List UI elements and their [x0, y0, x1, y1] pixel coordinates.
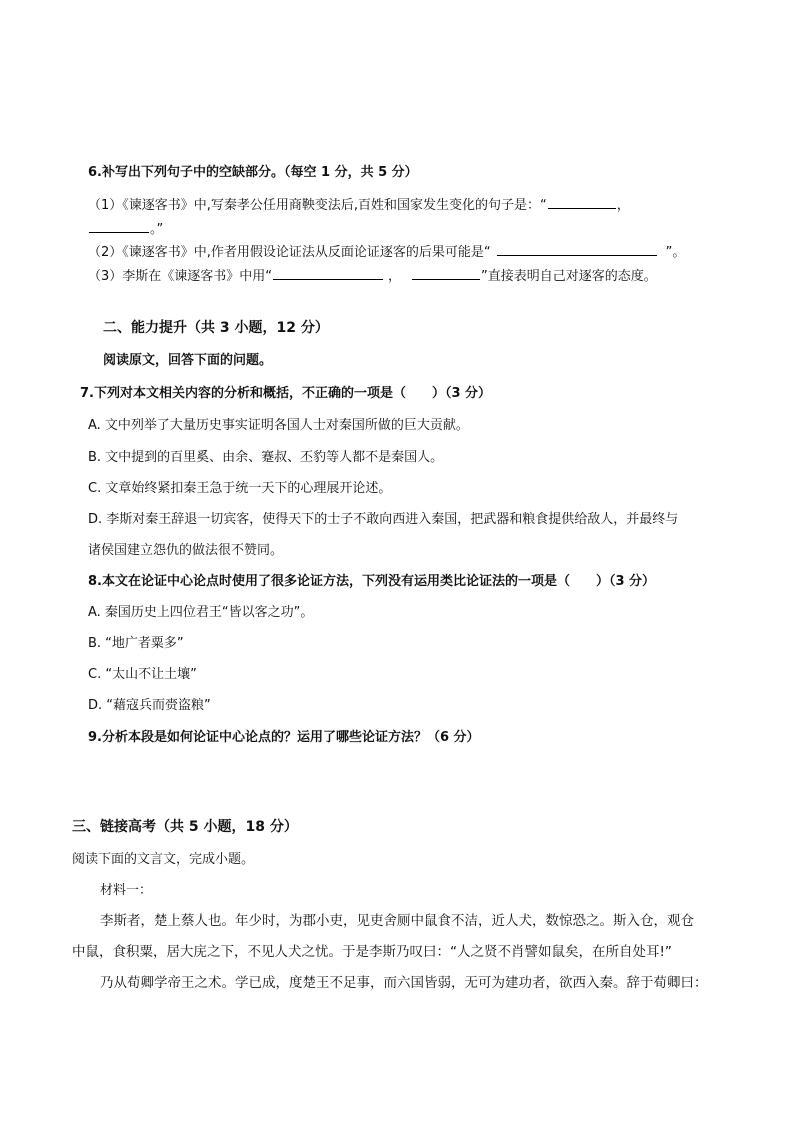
q8-option-c[interactable]: C. “太山不让土壤”	[88, 667, 197, 682]
q8-option-a[interactable]: A. 秦国历史上四位君王“皆以客之功”。	[88, 605, 314, 620]
q9-title: 9.分析本段是如何论证中心论点的？运用了哪些论证方法？（6 分）	[88, 730, 480, 745]
q6-blank-1[interactable]	[548, 194, 616, 209]
section2-heading: 二、能力提升（共 3 小题，12 分）	[103, 320, 329, 336]
q6-blank-5[interactable]	[412, 265, 480, 280]
q6-blank-2[interactable]	[89, 218, 149, 233]
q7-option-c[interactable]: C. 文章始终紧扣秦王急于统一天下的心理展开论述。	[88, 481, 392, 496]
q6-item3-sep: ，	[388, 269, 402, 284]
q6-item1-line1	[88, 194, 630, 215]
q7-option-d-line1[interactable]: D. 李斯对秦王辞退一切宾客，使得天下的士子不敢向西进入秦国，把武器和粮食提供给敌人，并最终与	[88, 512, 679, 527]
q6-item1-text: （1）《谏逐客书》中,写秦孝公任用商鞅变法后,百姓和国家发生变化的句子是：“	[88, 198, 547, 213]
para2-line1: 乃从荀卿学帝王之术。学已成，度楚王不足事，而六国皆弱，无可为建功者，欲西入秦。辞于荀卿曰：	[100, 975, 708, 991]
q7-option-a[interactable]: A. 文中列举了大量历史事实证明各国人士对秦国所做的巨大贡献。	[88, 418, 469, 433]
q6-item3-end: ”直接表明自己对逐客的态度。	[481, 269, 657, 284]
q8-option-b[interactable]: B. “地广者粟多”	[88, 636, 184, 651]
q6-title: 6.补写出下列句子中的空缺部分。（每空 1 分，共 5 分）	[88, 165, 418, 180]
q7-title: 7.下列对本文相关内容的分析和概括，不正确的一项是（ ）（3 分）	[80, 386, 492, 401]
q8-option-d[interactable]: D. “藉寇兵而赍盗粮”	[88, 698, 211, 713]
q6-item3-text: （3）李斯在《谏逐客书》中用“	[88, 269, 273, 284]
material-label: 材料一：	[100, 883, 153, 898]
section2-instruction: 阅读原文，回答下面的问题。	[103, 353, 273, 368]
q6-blank-3[interactable]	[497, 241, 657, 256]
q6-item3	[88, 265, 657, 286]
q7-option-b[interactable]: B. 文中提到的百里奚、由余、蹇叔、丕豹等人都不是秦国人。	[88, 450, 444, 465]
q6-item2-end: ”。	[665, 245, 686, 260]
q6-item1-sep: ，	[616, 198, 630, 213]
para1-line2: 中鼠，食积粟，居大庑之下，不见人犬之忧。于是李斯乃叹曰：“人之贤不肖譬如鼠矣，在所自处耳!”	[72, 944, 672, 960]
q6-item2-text: （2）《谏逐客书》中,作者用假设论证法从反面论证逐客的后果可能是“	[88, 245, 491, 260]
q6-blank-4[interactable]	[273, 265, 383, 280]
para1-line1: 李斯者，楚上蔡人也。年少时，为郡小吏，见吏舍厕中鼠食不洁，近人犬，数惊恐之。斯入仓，观仓	[100, 913, 694, 929]
q8-title: 8.本文在论证中心论点时使用了很多论证方法，下列没有运用类比论证法的一项是（ ）（3 分）	[88, 574, 656, 589]
q6-item1-line2	[88, 218, 163, 239]
section3-heading: 三、链接高考（共 5 小题，18 分）	[72, 819, 298, 835]
q6-item1-end: 。”	[150, 222, 164, 237]
q7-option-d-line2: 诸侯国建立怨仇的做法很不赞同。	[88, 543, 284, 558]
q6-item2	[88, 241, 685, 262]
section3-instruction: 阅读下面的文言文，完成小题。	[72, 852, 255, 867]
